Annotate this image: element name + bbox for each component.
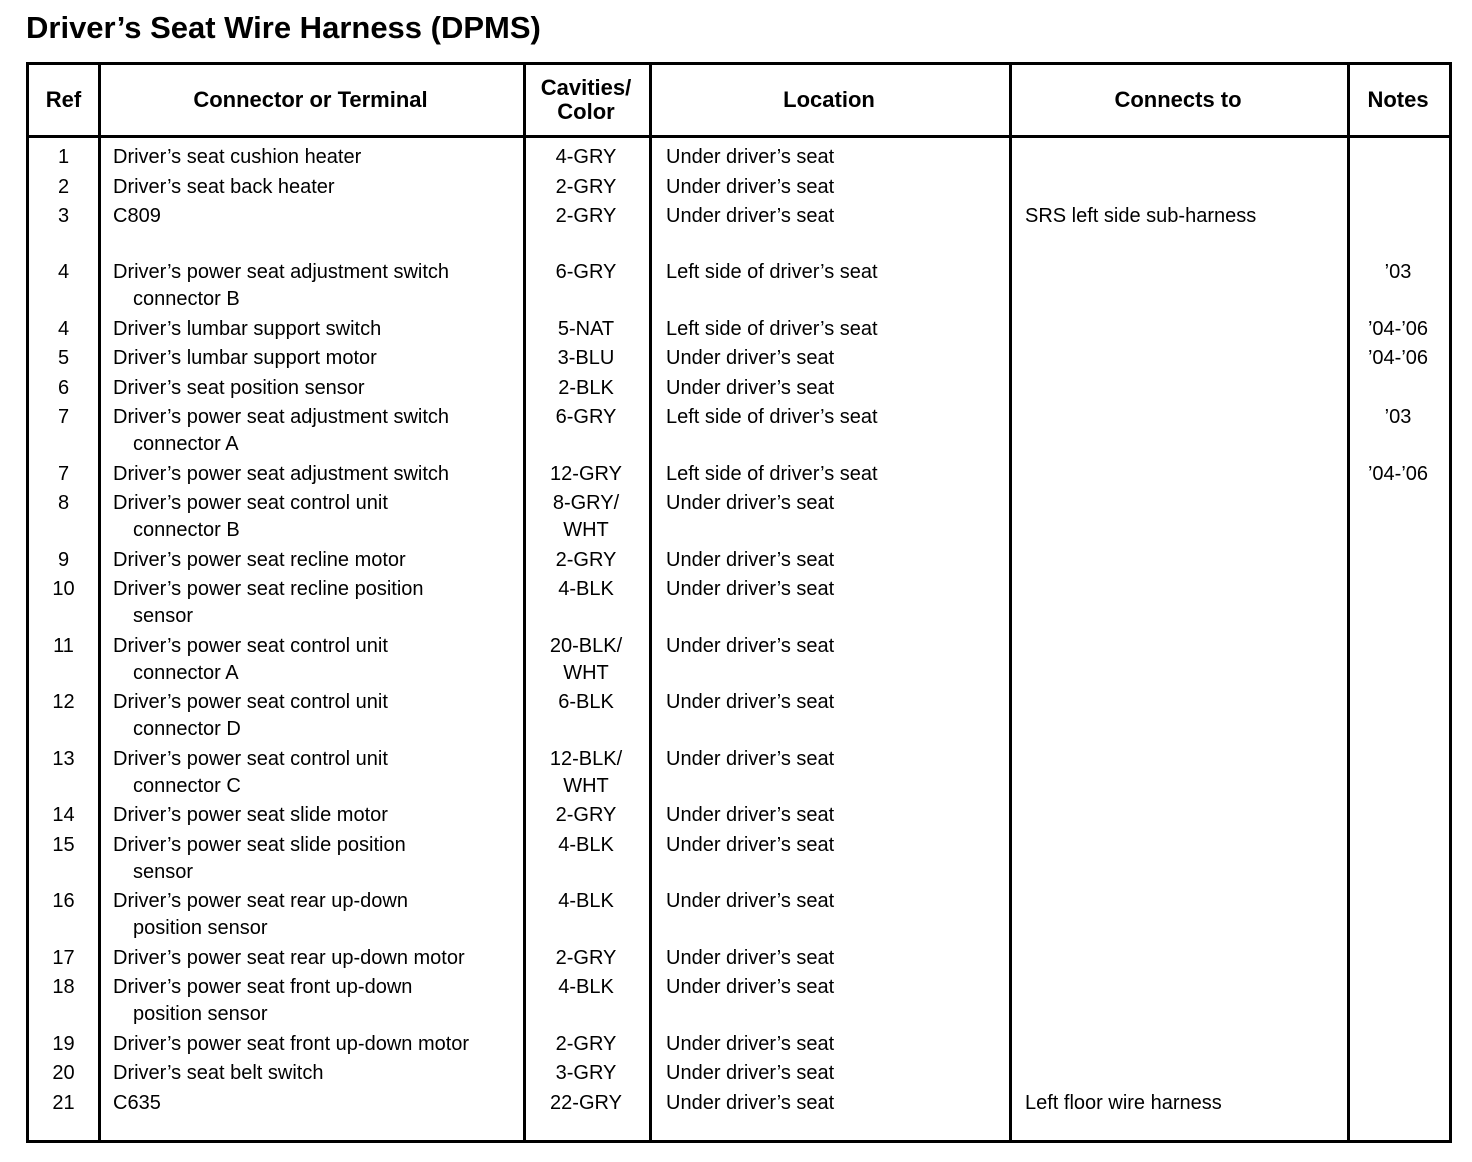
connects-to-cell — [1009, 316, 1347, 343]
cell-line: Driver’s power seat adjustment switch — [113, 462, 450, 485]
cavities-cell — [523, 174, 649, 201]
notes-cell — [1347, 490, 1449, 544]
table-row — [29, 203, 1449, 259]
notes-cell — [1347, 802, 1449, 829]
connector-cell — [98, 1060, 523, 1087]
ref-cell: 21 — [52, 1091, 75, 1114]
cell-line: Driver’s seat back heater — [113, 175, 335, 198]
cavities-cell — [523, 461, 649, 488]
notes-cell: ’04-’06 — [1367, 347, 1429, 369]
connector-cell — [98, 832, 523, 886]
cell-line: Driver’s power seat slide position — [113, 833, 406, 856]
cell-line: connector A — [133, 433, 239, 455]
cavities-cell — [523, 547, 649, 574]
cell-line: Driver’s seat cushion heater — [113, 146, 362, 168]
connects-to-cell — [1009, 689, 1347, 743]
cell-line: Driver’s power seat control unit — [113, 691, 388, 713]
notes-cell: ’03 — [1384, 406, 1412, 428]
cell-line: 2-GRY — [555, 946, 617, 969]
connector-cell — [98, 203, 523, 230]
location-cell: Under driver’s seat — [666, 1091, 835, 1114]
connector-cell — [98, 1090, 523, 1117]
table-row — [29, 174, 1449, 204]
location-cell: Under driver’s seat — [666, 548, 835, 571]
cell-line: 2-GRY — [555, 548, 617, 571]
ref-cell: 14 — [52, 804, 75, 826]
cell-line: 2-GRY — [555, 1032, 617, 1055]
cell-line: 2-GRY — [555, 804, 617, 826]
cell-line: WHT — [563, 519, 609, 541]
connects-to-cell: Left floor wire harness — [1025, 1091, 1222, 1114]
connector-cell — [98, 375, 523, 402]
cavities-cell — [523, 490, 649, 544]
notes-cell — [1347, 375, 1449, 402]
connector-cell — [98, 259, 523, 313]
cavities-cell — [523, 974, 649, 1028]
cell-line: 8-GRY/ — [552, 492, 620, 514]
header-ref: Ref — [45, 87, 82, 112]
location-cell: Left side of driver’s seat — [666, 317, 878, 340]
table-row — [29, 945, 1449, 975]
table-row — [29, 633, 1449, 690]
table-row — [29, 316, 1449, 346]
cavities-cell — [523, 802, 649, 829]
cell-line: 2-BLK — [558, 376, 614, 399]
ref-cell: 4 — [57, 317, 70, 340]
ref-cell: 5 — [57, 347, 70, 369]
table-row — [29, 144, 1449, 174]
connector-cell — [98, 802, 523, 829]
header-cavities-line: Cavities/ — [540, 75, 632, 100]
table-row — [29, 746, 1449, 803]
cavities-cell — [523, 689, 649, 743]
location-cell: Under driver’s seat — [666, 1062, 835, 1084]
ref-cell: 13 — [52, 747, 75, 770]
cell-line: Driver’s power seat front up-down motor — [113, 1032, 470, 1055]
cell-line: 2-GRY — [555, 205, 617, 227]
ref-cell: 12 — [52, 691, 75, 713]
cavities-cell — [523, 375, 649, 402]
header-connects: Connects to — [1114, 87, 1242, 112]
notes-cell — [1347, 746, 1449, 800]
connects-to-cell — [1009, 345, 1347, 372]
page-title: Driver’s Seat Wire Harness (DPMS) — [26, 10, 541, 45]
cell-line: connector C — [133, 774, 241, 797]
cell-line: Driver’s power seat recline motor — [113, 548, 406, 571]
cell-line: Driver’s power seat rear up-down — [113, 890, 408, 912]
connector-cell — [98, 174, 523, 201]
connects-to-cell — [1009, 746, 1347, 800]
cell-line: WHT — [563, 661, 609, 684]
ref-cell: 11 — [53, 634, 74, 657]
ref-cell: 7 — [57, 406, 70, 428]
ref-cell: 15 — [52, 833, 75, 856]
connector-cell — [98, 345, 523, 372]
cell-line: Driver’s power seat slide motor — [113, 804, 388, 826]
cell-line: 4-BLK — [558, 833, 614, 856]
header-connector: Connector or Terminal — [193, 87, 428, 112]
ref-cell: 19 — [52, 1032, 75, 1055]
table-row — [29, 802, 1449, 832]
table-row — [29, 1031, 1449, 1061]
location-cell: Under driver’s seat — [666, 691, 835, 713]
connects-to-cell — [1009, 461, 1347, 488]
cavities-cell — [523, 888, 649, 942]
cell-line: 12-GRY — [550, 462, 622, 485]
ref-cell: 3 — [57, 205, 70, 227]
cavities-cell — [523, 203, 649, 230]
ref-cell: 2 — [57, 175, 70, 198]
connector-cell — [98, 144, 523, 171]
notes-cell — [1347, 174, 1449, 201]
connects-to-cell — [1009, 144, 1347, 171]
cell-line: WHT — [563, 774, 609, 797]
connects-to-cell — [1009, 888, 1347, 942]
table-row — [29, 1090, 1449, 1120]
cell-line: 12-BLK/ — [549, 747, 623, 770]
notes-cell — [1347, 832, 1449, 886]
table-row — [29, 974, 1449, 1031]
notes-cell — [1347, 203, 1449, 230]
cavities-cell — [523, 345, 649, 372]
cell-line: sensor — [133, 860, 194, 883]
connects-to-cell — [1009, 375, 1347, 402]
connects-to-cell — [1009, 404, 1347, 458]
harness-table — [26, 62, 1452, 1143]
cavities-cell — [523, 144, 649, 171]
notes-cell — [1347, 576, 1449, 630]
cavities-cell — [523, 1060, 649, 1087]
location-cell: Under driver’s seat — [666, 1032, 835, 1055]
table-row — [29, 576, 1449, 633]
connects-to-cell — [1009, 259, 1347, 313]
notes-cell: ’04-’06 — [1367, 462, 1429, 485]
cavities-cell — [523, 832, 649, 886]
table-row — [29, 888, 1449, 945]
location-cell: Under driver’s seat — [666, 146, 835, 168]
cavities-cell — [523, 1090, 649, 1117]
cell-line: Driver’s power seat control unit — [113, 747, 388, 770]
cell-line: sensor — [133, 605, 194, 627]
notes-cell — [1347, 144, 1449, 171]
connector-cell — [98, 746, 523, 800]
notes-cell — [1347, 888, 1449, 942]
cell-line: 6-BLK — [558, 691, 614, 713]
ref-cell: 7 — [57, 462, 70, 485]
cell-line: Driver’s power seat control unit — [113, 492, 388, 514]
cell-line: 20-BLK/ — [549, 634, 623, 657]
table-row — [29, 375, 1449, 405]
cavities-cell — [523, 746, 649, 800]
location-cell: Left side of driver’s seat — [666, 462, 878, 485]
connects-to-cell — [1009, 490, 1347, 544]
cell-line: Driver’s power seat adjustment switch — [113, 406, 450, 428]
connector-cell — [98, 547, 523, 574]
ref-cell: 17 — [52, 946, 75, 969]
connector-cell — [98, 974, 523, 1028]
cavities-cell — [523, 633, 649, 687]
cell-line: position sensor — [133, 917, 268, 939]
cell-line: Driver’s seat belt switch — [113, 1062, 324, 1084]
ref-cell: 16 — [52, 890, 75, 912]
connects-to-cell — [1009, 974, 1347, 1028]
cell-line: connector B — [133, 519, 240, 541]
location-cell: Under driver’s seat — [666, 205, 835, 227]
notes-cell — [1347, 1060, 1449, 1087]
cell-line: connector B — [133, 288, 240, 310]
location-cell: Under driver’s seat — [666, 578, 835, 600]
notes-cell — [1347, 1090, 1449, 1117]
connector-cell — [98, 490, 523, 544]
cell-line: 3-GRY — [555, 1062, 617, 1084]
cell-line: connector A — [133, 661, 239, 684]
notes-cell — [1347, 689, 1449, 743]
table-row — [29, 461, 1449, 491]
table-row — [29, 404, 1449, 461]
cell-line: Driver’s power seat recline position — [113, 578, 424, 600]
table-header — [29, 65, 1449, 138]
ref-cell: 8 — [57, 492, 70, 514]
location-cell: Under driver’s seat — [666, 946, 835, 969]
cell-line: 4-BLK — [558, 890, 614, 912]
ref-cell: 4 — [57, 261, 70, 283]
table-row — [29, 345, 1449, 375]
cell-line: 4-BLK — [558, 976, 614, 998]
header-cavities — [523, 65, 649, 135]
connects-to-cell — [1009, 174, 1347, 201]
connects-to-cell — [1009, 576, 1347, 630]
cell-line: C809 — [113, 205, 161, 227]
cavities-cell — [523, 316, 649, 343]
cell-line: Driver’s power seat rear up-down motor — [113, 946, 465, 969]
cell-line: Driver’s lumbar support motor — [113, 347, 377, 369]
table-row — [29, 547, 1449, 577]
connects-to-cell — [1009, 633, 1347, 687]
location-cell: Left side of driver’s seat — [666, 261, 878, 283]
connects-to-cell — [1009, 832, 1347, 886]
connector-cell — [98, 633, 523, 687]
ref-cell: 6 — [57, 376, 70, 399]
cell-line: connector D — [133, 718, 241, 740]
table-row — [29, 832, 1449, 889]
table-row — [29, 259, 1449, 316]
connects-to-cell — [1009, 1060, 1347, 1087]
location-cell: Under driver’s seat — [666, 376, 835, 399]
cell-line: Driver’s power seat front up-down — [113, 976, 413, 998]
location-cell: Under driver’s seat — [666, 347, 835, 369]
notes-cell: ’03 — [1384, 261, 1412, 283]
notes-cell — [1347, 974, 1449, 1028]
header-notes: Notes — [1367, 87, 1429, 112]
notes-cell — [1347, 945, 1449, 972]
connector-cell — [98, 689, 523, 743]
location-cell: Under driver’s seat — [666, 634, 835, 657]
connects-to-cell — [1009, 802, 1347, 829]
location-cell: Under driver’s seat — [666, 492, 835, 514]
connector-cell — [98, 461, 523, 488]
cell-line: 6-GRY — [555, 261, 617, 283]
notes-cell: ’04-’06 — [1367, 317, 1429, 340]
connects-to-cell — [1009, 945, 1347, 972]
cell-line: Driver’s power seat adjustment switch — [113, 261, 450, 283]
ref-cell: 9 — [57, 548, 70, 571]
connector-cell — [98, 316, 523, 343]
connects-to-cell: SRS left side sub-harness — [1025, 205, 1257, 227]
notes-cell — [1347, 547, 1449, 574]
cell-line: Driver’s seat position sensor — [113, 376, 365, 399]
ref-cell: 10 — [52, 578, 75, 600]
table-row — [29, 689, 1449, 746]
location-cell: Under driver’s seat — [666, 833, 835, 856]
cell-line: 5-NAT — [557, 317, 615, 340]
cell-line: 2-GRY — [555, 175, 617, 198]
cavities-cell — [523, 259, 649, 313]
location-cell: Left side of driver’s seat — [666, 406, 878, 428]
location-cell: Under driver’s seat — [666, 976, 835, 998]
ref-cell: 1 — [57, 146, 70, 168]
connector-cell — [98, 576, 523, 630]
connector-cell — [98, 404, 523, 458]
ref-cell: 18 — [52, 976, 75, 998]
cell-line: Driver’s power seat control unit — [113, 634, 388, 657]
cell-line: 3-BLU — [557, 347, 615, 369]
cell-line: 22-GRY — [550, 1091, 622, 1114]
cell-line: 4-GRY — [555, 146, 617, 168]
cavities-cell — [523, 576, 649, 630]
table-row — [29, 1060, 1449, 1090]
table-body — [29, 144, 1449, 1119]
connector-cell — [98, 945, 523, 972]
cavities-cell — [523, 945, 649, 972]
connector-cell — [98, 1031, 523, 1058]
connects-to-cell — [1009, 547, 1347, 574]
notes-cell — [1347, 633, 1449, 687]
connects-to-cell — [1009, 1031, 1347, 1058]
cell-line: Driver’s lumbar support switch — [113, 317, 382, 340]
cell-line: position sensor — [133, 1003, 268, 1025]
location-cell: Under driver’s seat — [666, 747, 835, 770]
header-cavities-line: Color — [557, 99, 615, 124]
cavities-cell — [523, 1031, 649, 1058]
notes-cell — [1347, 1031, 1449, 1058]
location-cell: Under driver’s seat — [666, 890, 835, 912]
cell-line: 6-GRY — [555, 406, 617, 428]
table-row — [29, 490, 1449, 547]
cavities-cell — [523, 404, 649, 458]
location-cell: Under driver’s seat — [666, 175, 835, 198]
ref-cell: 20 — [52, 1062, 75, 1084]
cell-line: C635 — [113, 1091, 161, 1114]
connector-cell — [98, 888, 523, 942]
header-location: Location — [783, 87, 875, 112]
location-cell: Under driver’s seat — [666, 804, 835, 826]
cell-line: 4-BLK — [558, 578, 614, 600]
